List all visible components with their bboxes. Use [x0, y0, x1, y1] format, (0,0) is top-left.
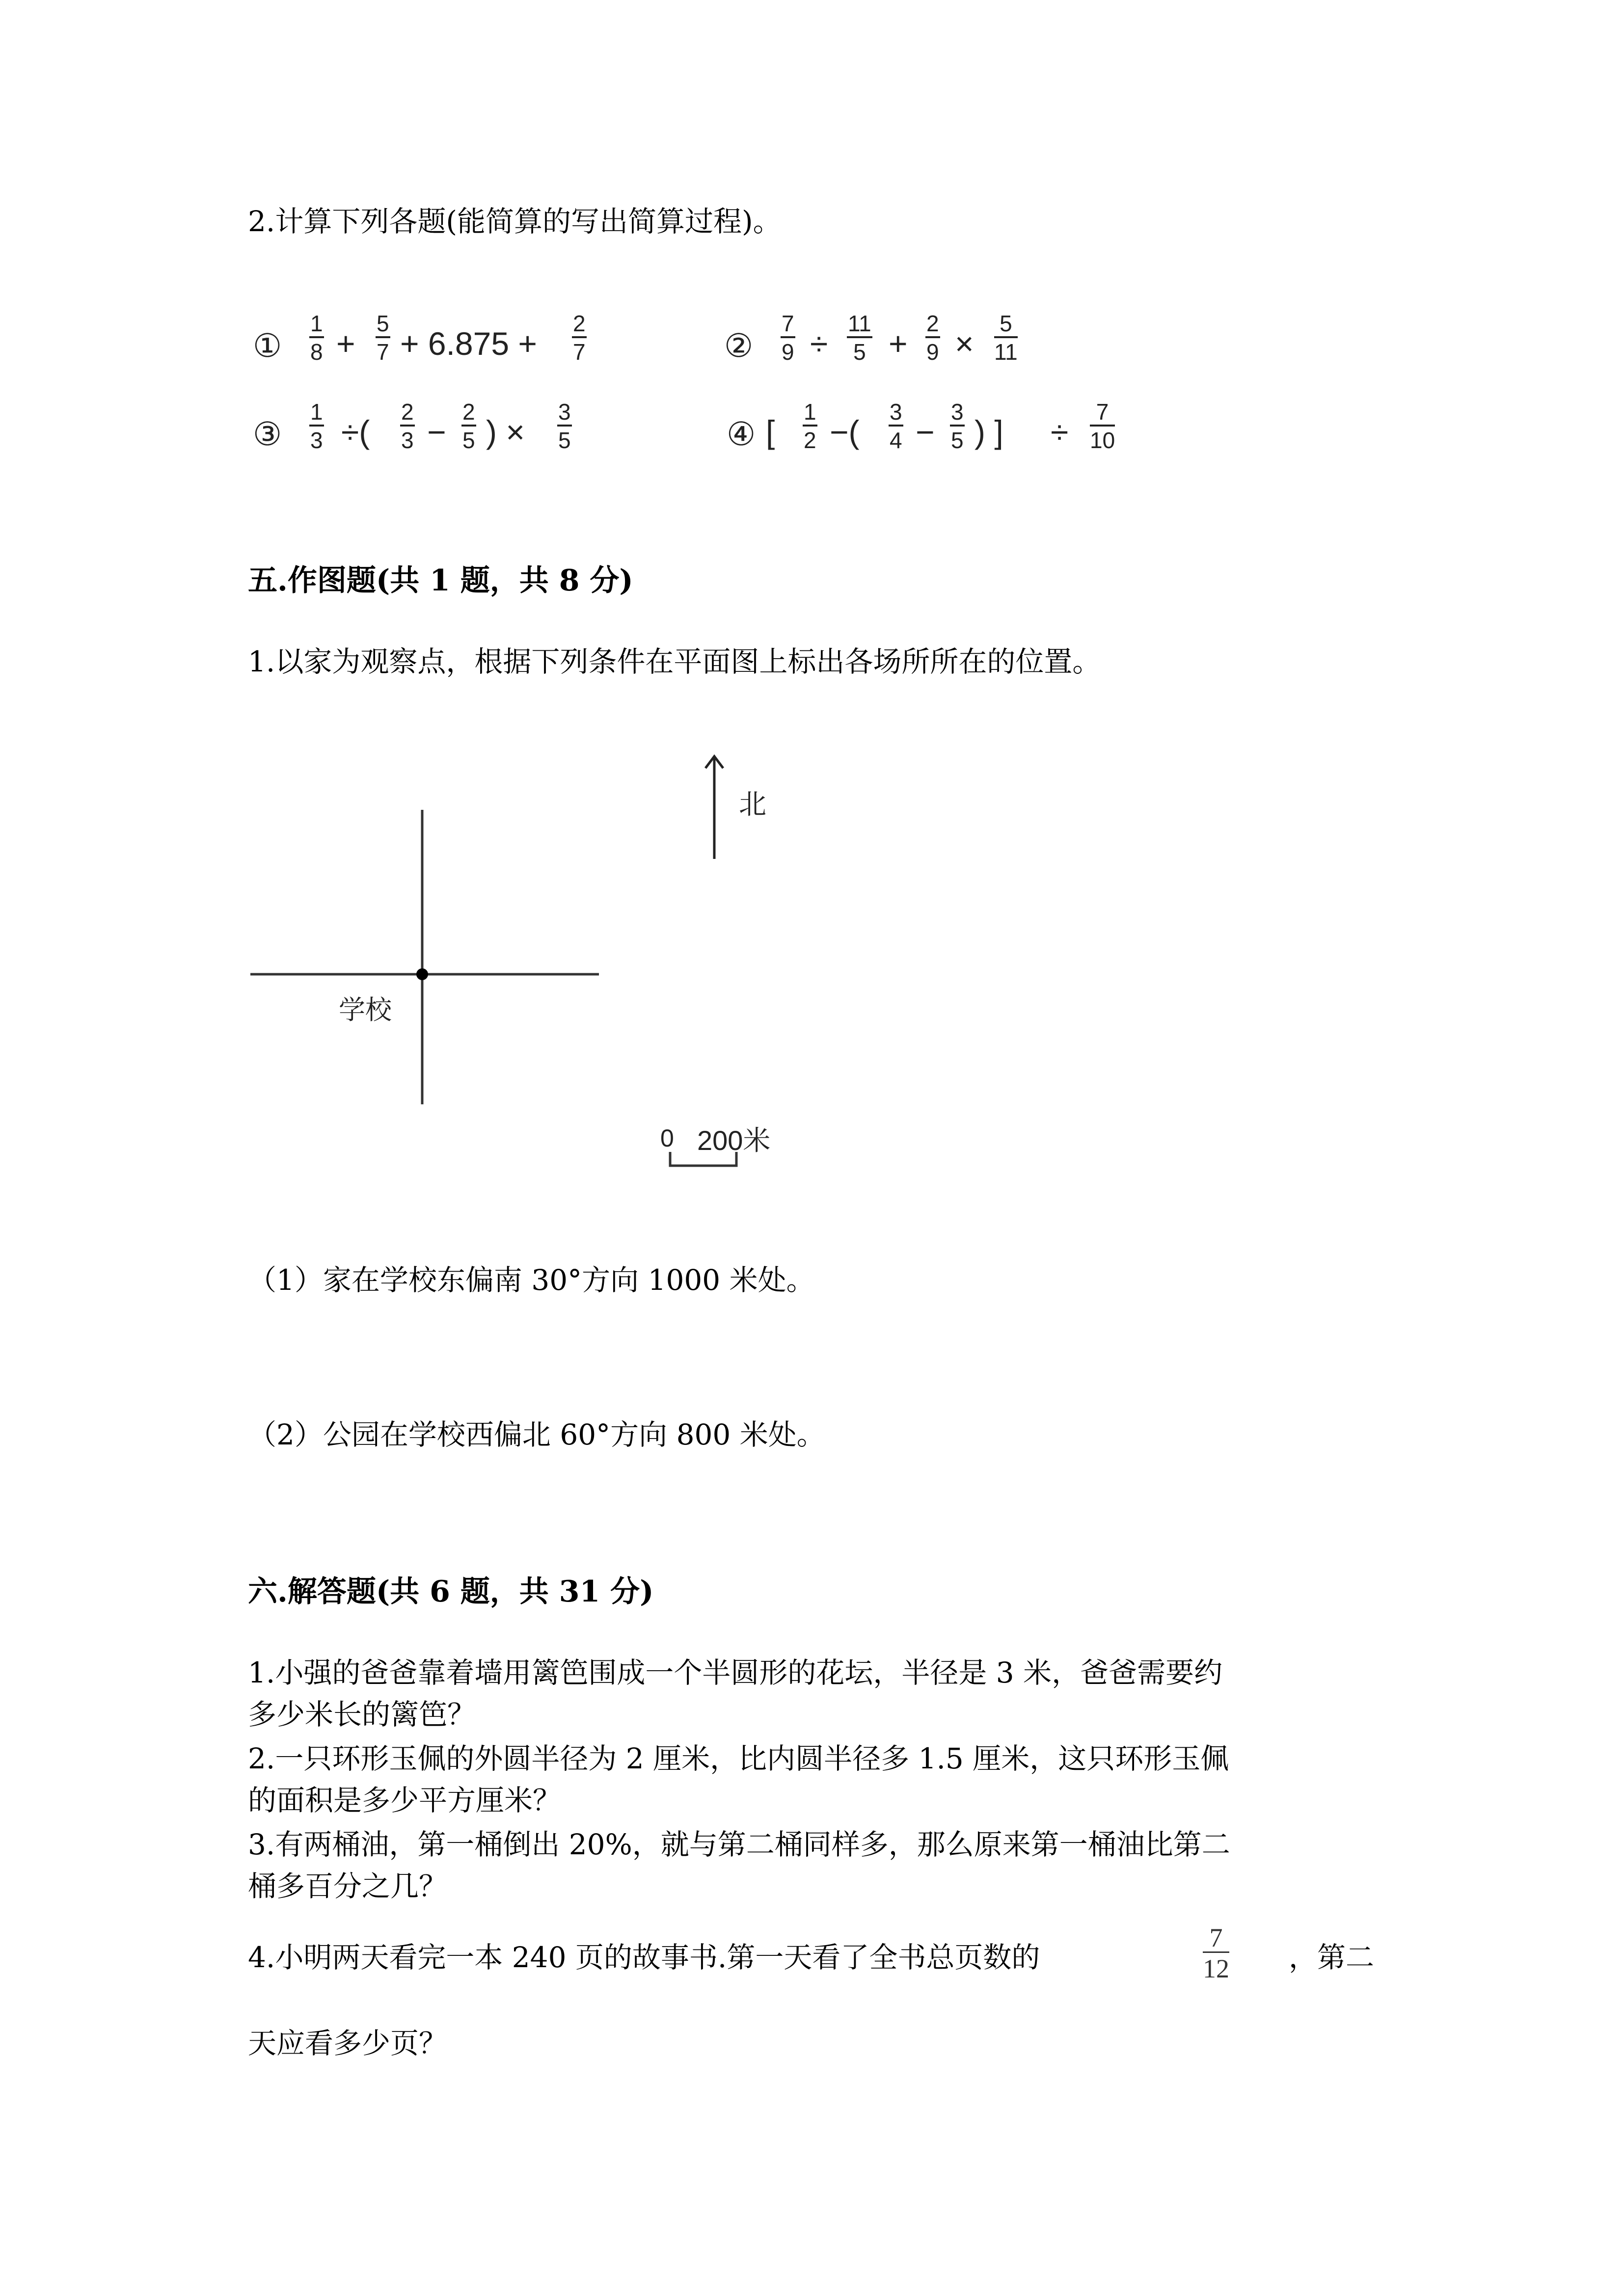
fraction: 3 5: [558, 399, 571, 453]
problem-marker: ①: [253, 327, 282, 365]
fraction: 7 9: [782, 311, 794, 365]
q4-fraction: 7 12: [1203, 1923, 1229, 1983]
operator: ×: [955, 325, 974, 362]
operator: ) ×: [486, 414, 525, 450]
section6-q2-line1: 2.一只环形玉佩的外圆半径为 2 厘米，比内圆半径多 1.5 厘米，这只环形玉佩: [248, 1742, 1229, 1775]
operator: +: [336, 325, 355, 362]
fraction: 2 9: [926, 311, 939, 365]
north-arrow-icon: [700, 753, 729, 861]
condition-1: （1）家在学校东偏南 30°方向 1000 米处。: [248, 1263, 815, 1297]
school-axes: [245, 805, 604, 1109]
section6-q3-line1: 3.有两桶油，第一桶倒出 20%，就与第二桶同样多，那么原来第一桶油比第二: [248, 1828, 1230, 1861]
operator: +: [889, 325, 908, 362]
section6-q1-line1: 1.小强的爸爸靠着墙用篱笆围成一个半圆形的花坛，半径是 3 米，爸爸需要约: [248, 1656, 1223, 1689]
problem-marker: ④: [727, 415, 756, 453]
section6-q4-line2: 天应看多少页？: [248, 2027, 448, 2060]
fraction: 1 2: [804, 399, 816, 453]
q2-prompt: 2.计算下列各题(能简算的写出简算过程)。: [248, 205, 782, 238]
fraction: 2 7: [573, 311, 586, 365]
fraction: 3 5: [951, 399, 964, 453]
section5-heading: 五.作图题(共 1 题，共 8 分): [248, 563, 633, 598]
section6-q1-line2: 多少米长的篱笆？: [248, 1698, 476, 1731]
problem-marker: ③: [253, 415, 282, 453]
section6-q4-line1: 4.小明两天看完一本 240 页的故事书.第一天看了全书总页数的: [248, 1941, 1040, 1974]
section5-q1: 1.以家为观察点，根据下列条件在平面图上标出各场所所在的位置。: [248, 645, 1101, 678]
north-label: 北: [739, 789, 766, 820]
condition-2: （2）公园在学校西偏北 60°方向 800 米处。: [248, 1418, 825, 1451]
school-point: [416, 968, 428, 980]
operator: + 6.875 +: [400, 325, 537, 362]
operator: −: [427, 414, 446, 450]
school-label: 学校: [339, 995, 392, 1025]
operator: −(: [830, 414, 860, 450]
fraction: 11 5: [848, 311, 871, 365]
operator: ÷: [810, 325, 828, 362]
fraction: 7 10: [1090, 399, 1115, 453]
operator: ) ]: [974, 414, 1003, 450]
fraction: 1 3: [310, 399, 323, 453]
scale-zero: 0: [660, 1124, 674, 1152]
section6-q4-line1-end: ，第二: [1289, 1941, 1375, 1974]
problem-marker: ②: [724, 327, 754, 365]
section6-q3-line2: 桶多百分之几？: [248, 1869, 448, 1903]
fraction: 2 3: [401, 399, 414, 453]
operator: −: [916, 414, 935, 450]
operator: [: [766, 414, 775, 450]
fraction: 2 5: [462, 399, 475, 453]
section6-q2-line2: 的面积是多少平方厘米？: [248, 1784, 562, 1817]
section6-heading: 六.解答题(共 6 题，共 31 分): [248, 1575, 654, 1609]
fraction: 5 7: [377, 311, 389, 365]
fraction: 3 4: [890, 399, 902, 453]
fraction: 5 11: [994, 311, 1018, 365]
fraction: 1 8: [310, 311, 323, 365]
scale-label: 200米: [697, 1125, 771, 1156]
operator: ÷: [1051, 414, 1069, 450]
scale-bar: [668, 1151, 741, 1171]
operator: ÷(: [341, 414, 370, 450]
